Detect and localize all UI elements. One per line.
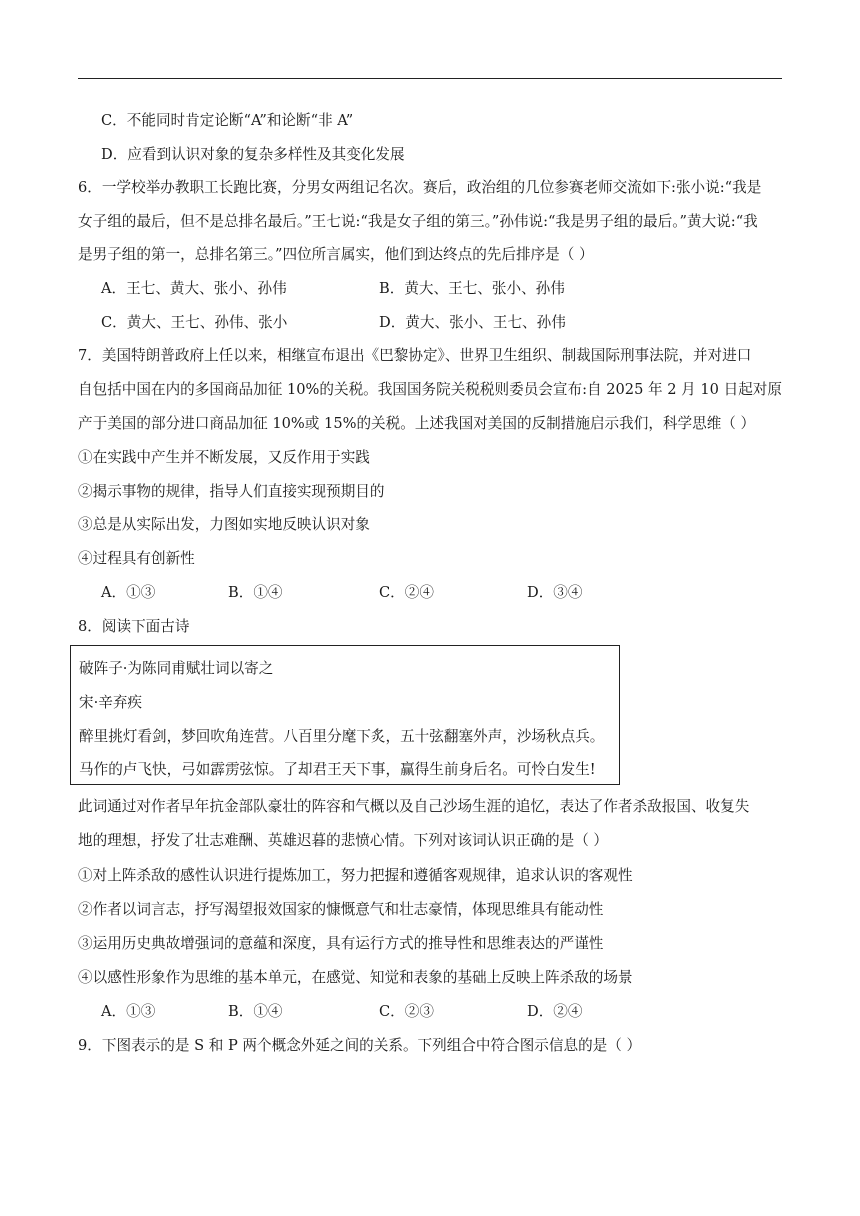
q7-option-d: D．③④: [527, 584, 583, 601]
q5-option-d: D．应看到认识对象的复杂多样性及其变化发展: [101, 146, 405, 163]
q8-passage-line: 此词通过对作者早年抗金部队豪壮的阵容和气概以及自己沙场生涯的追忆，表达了作者杀敌报国、收复失: [78, 798, 750, 815]
poem-line: 马作的卢飞快，弓如霹雳弦惊。了却君王天下事，赢得生前身后名。可怜白发生!: [79, 761, 596, 778]
q7-stem-line: 自包括中国在内的多国商品加征 10%的关税。我国国务院关税税则委员会宣布:自 2025 年 2 月 10 日起对原: [78, 381, 782, 398]
poem-author: 宋·辛弃疾: [79, 694, 143, 711]
q7-item: ③总是从实际出发，力图如实地反映认识对象: [78, 516, 370, 533]
q8-stem: 8．阅读下面古诗: [78, 618, 190, 635]
q6-option-c: C．黄大、王七、孙伟、张小: [101, 314, 288, 331]
poem-line: 醉里挑灯看剑，梦回吹角连营。八百里分麾下炙，五十弦翻塞外声，沙场秋点兵。: [79, 728, 605, 745]
q6-stem-line: 6．一学校举办教职工长跑比赛，分男女两组记名次。赛后，政治组的几位参赛老师交流如下:张小说:“我是: [78, 179, 762, 196]
q8-option-a: A．①③: [101, 1003, 156, 1020]
q6-option-d: D．黄大、张小、王七、孙伟: [379, 314, 566, 331]
q8-option-c: C．②③: [379, 1003, 434, 1020]
q7-option-b: B．①④: [228, 584, 283, 601]
q6-option-a: A．王七、黄大、张小、孙伟: [101, 280, 287, 297]
q8-item: ②作者以词言志，抒写渴望报效国家的慷慨意气和壮志豪情，体现思维具有能动性: [78, 901, 604, 918]
q7-option-a: A．①③: [101, 584, 156, 601]
q7-stem-line: 7．美国特朗普政府上任以来，相继宣布退出《巴黎协定》、世界卫生组织、制裁国际刑事法院，并对进口: [78, 347, 752, 364]
q9-stem: 9．下图表示的是 S 和 P 两个概念外延之间的关系。下列组合中符合图示信息的是（ ）: [78, 1037, 642, 1054]
q8-item: ③运用历史典故增强词的意蕴和深度，具有运行方式的推导性和思维表达的严谨性: [78, 935, 604, 952]
q6-option-b: B．黄大、王七、张小、孙伟: [379, 280, 565, 297]
header-rule: [78, 78, 782, 79]
poem-box: [70, 645, 620, 785]
q6-stem-line: 女子组的最后，但不是总排名最后。”王七说:“我是女子组的第三。”孙伟说:“我是男子组的最后。”黄大说:“我: [78, 213, 758, 230]
q7-stem-line: 产于美国的部分进口商品加征 10%或 15%的关税。上述我国对美国的反制措施启示我们，科学思维（ ）: [78, 415, 756, 432]
q8-passage-line: 地的理想，抒发了壮志难酬、英雄迟暮的悲愤心情。下列对该词认识正确的是（ ）: [78, 832, 609, 849]
q8-option-d: D．②④: [527, 1003, 583, 1020]
q8-item: ④以感性形象作为思维的基本单元，在感觉、知觉和表象的基础上反映上阵杀敌的场景: [78, 969, 633, 986]
q8-option-b: B．①④: [228, 1003, 283, 1020]
q7-option-c: C．②④: [379, 584, 434, 601]
q8-item: ①对上阵杀敌的感性认识进行提炼加工，努力把握和遵循客观规律，追求认识的客观性: [78, 867, 633, 884]
q7-item: ②揭示事物的规律，指导人们直接实现预期目的: [78, 483, 385, 500]
poem-title: 破阵子·为陈同甫赋壮词以寄之: [79, 660, 274, 677]
q7-item: ④过程具有创新性: [78, 550, 195, 567]
q7-item: ①在实践中产生并不断发展，又反作用于实践: [78, 449, 370, 466]
q6-stem-line: 是男子组的第一，总排名第三。”四位所言属实，他们到达终点的先后排序是（ ）: [78, 246, 594, 263]
q5-option-c: C．不能同时肯定论断“A”和论断“非 A”: [101, 112, 354, 129]
